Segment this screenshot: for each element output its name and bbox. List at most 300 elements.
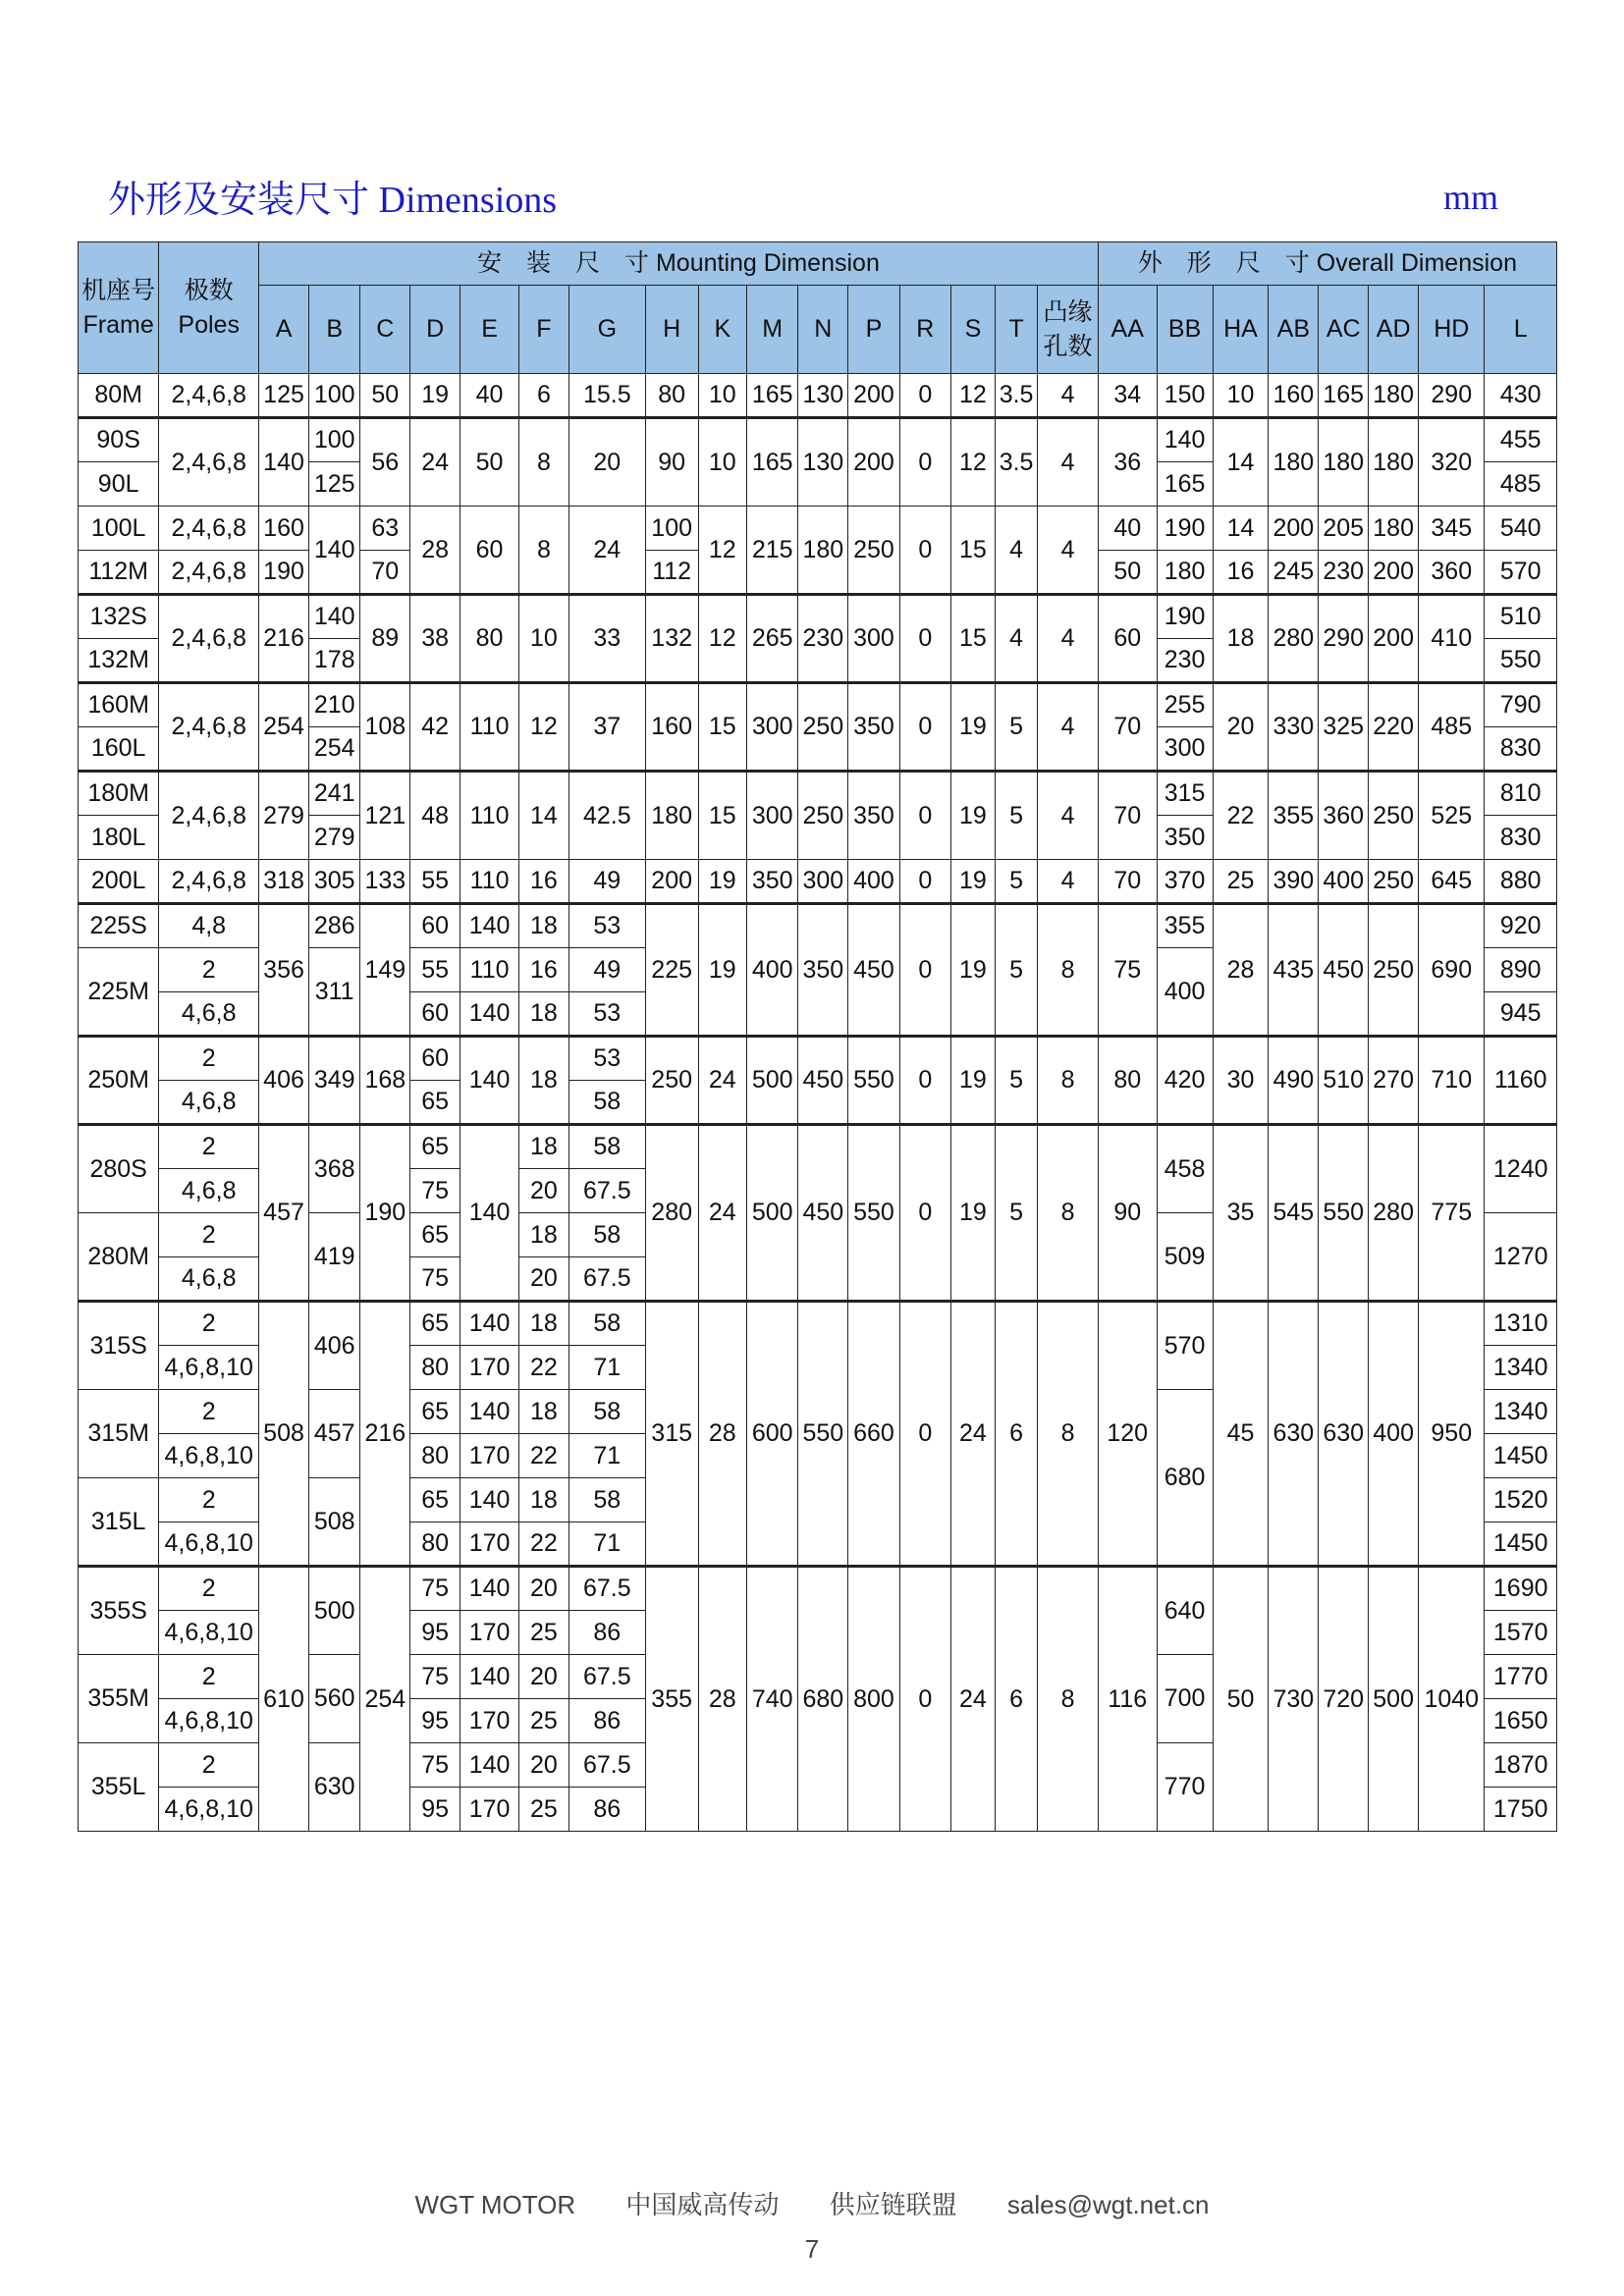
- table-row: [79, 1125, 1557, 1169]
- table-cell: 430: [1485, 374, 1557, 418]
- table-cell: 730: [1269, 1567, 1319, 1832]
- table-cell: 4,6,8,10: [159, 1522, 259, 1567]
- table-cell: 4,6,8,10: [159, 1434, 259, 1478]
- table-cell: 25: [519, 1699, 569, 1743]
- table-cell: 500: [1369, 1567, 1419, 1832]
- table-cell: 14: [519, 772, 569, 860]
- table-cell: 350: [798, 904, 848, 1037]
- table-cell: 550: [848, 1037, 899, 1125]
- table-cell: 2,4,6,8: [159, 507, 259, 551]
- table-cell: 16: [1213, 551, 1269, 595]
- table-cell: 15: [698, 683, 746, 772]
- frame-200l: 200L: [79, 860, 159, 904]
- table-cell: 80: [460, 595, 519, 683]
- table-cell: 500: [746, 1037, 797, 1125]
- header-row-1: [79, 242, 1557, 286]
- table-cell: 630: [1269, 1302, 1319, 1567]
- table-cell: 15: [698, 772, 746, 860]
- table-cell: 110: [460, 772, 519, 860]
- table-cell: 640: [1157, 1567, 1213, 1655]
- table-cell: 86: [568, 1611, 645, 1655]
- table-cell: 500: [746, 1125, 797, 1302]
- table-cell: 2,4,6,8: [159, 374, 259, 418]
- table-cell: 550: [1319, 1125, 1369, 1302]
- table-cell: 53: [568, 992, 645, 1037]
- table-cell: 40: [460, 374, 519, 418]
- table-cell: 250: [798, 683, 848, 772]
- table-cell: 455: [1485, 418, 1557, 462]
- table-cell: 810: [1485, 772, 1557, 816]
- table-cell: 250: [1369, 904, 1419, 1037]
- table-cell: 75: [410, 1257, 460, 1302]
- table-cell: 710: [1419, 1037, 1485, 1125]
- table-cell: 355: [1269, 772, 1319, 860]
- table-cell: 0: [899, 507, 950, 595]
- table-cell: 290: [1419, 374, 1485, 418]
- table-cell: 67.5: [568, 1567, 645, 1611]
- table-cell: 254: [360, 1567, 410, 1832]
- table-cell: 180: [1369, 374, 1419, 418]
- table-cell: 540: [1485, 507, 1557, 551]
- col-header-ad: AD: [1369, 286, 1419, 374]
- table-cell: 200: [1369, 595, 1419, 683]
- table-cell: 350: [1157, 816, 1213, 860]
- table-cell: 225: [645, 904, 698, 1037]
- table-cell: 315: [645, 1302, 698, 1567]
- table-cell: 318: [259, 860, 309, 904]
- table-cell: 121: [360, 772, 410, 860]
- table-cell: 457: [259, 1125, 309, 1302]
- table-cell: 775: [1419, 1125, 1485, 1302]
- table-cell: 1450: [1485, 1434, 1557, 1478]
- table-cell: 20: [519, 1257, 569, 1302]
- table-cell: 28: [698, 1567, 746, 1832]
- frame-355s: 355S: [79, 1567, 159, 1655]
- table-cell: 2: [159, 1743, 259, 1788]
- table-cell: 4,6,8: [159, 992, 259, 1037]
- table-cell: 180: [1319, 418, 1369, 507]
- table-cell: 325: [1319, 683, 1369, 772]
- table-cell: 116: [1098, 1567, 1157, 1832]
- table-cell: 75: [410, 1169, 460, 1213]
- table-cell: 12: [519, 683, 569, 772]
- table-cell: 14: [1213, 418, 1269, 507]
- table-cell: 570: [1157, 1302, 1213, 1390]
- table-cell: 19: [951, 772, 996, 860]
- table-cell: 49: [568, 860, 645, 904]
- frame-280s: 280S: [79, 1125, 159, 1213]
- table-cell: 140: [308, 507, 359, 595]
- frame-100l: 100L: [79, 507, 159, 551]
- table-cell: 80: [410, 1434, 460, 1478]
- table-cell: 360: [1319, 772, 1369, 860]
- table-cell: 95: [410, 1611, 460, 1655]
- table-cell: 19: [951, 860, 996, 904]
- table-cell: 8: [1038, 1037, 1099, 1125]
- table-cell: 50: [1098, 551, 1157, 595]
- table-cell: 18: [519, 1390, 569, 1434]
- table-cell: 65: [410, 1390, 460, 1434]
- footer-alliance: 供应链联盟: [829, 2190, 957, 2219]
- table-cell: 28: [410, 507, 460, 595]
- frame-90l: 90L: [79, 462, 159, 507]
- table-cell: 1770: [1485, 1655, 1557, 1699]
- table-cell: 680: [798, 1567, 848, 1832]
- table-cell: 100: [645, 507, 698, 551]
- table-cell: 1160: [1485, 1037, 1557, 1125]
- table-cell: 330: [1269, 683, 1319, 772]
- table-cell: 1450: [1485, 1522, 1557, 1567]
- table-cell: 3.5: [995, 374, 1037, 418]
- table-cell: 400: [746, 904, 797, 1037]
- col-header-ab: AB: [1269, 286, 1319, 374]
- table-cell: 508: [308, 1478, 359, 1567]
- table-cell: 349: [308, 1037, 359, 1125]
- table-cell: 60: [1098, 595, 1157, 683]
- table-cell: 19: [951, 904, 996, 1037]
- table-cell: 170: [460, 1434, 519, 1478]
- table-cell: 570: [1485, 551, 1557, 595]
- col-header-ac: AC: [1319, 286, 1369, 374]
- table-cell: 168: [360, 1037, 410, 1125]
- frame-90s: 90S: [79, 418, 159, 462]
- table-cell: 90: [1098, 1125, 1157, 1302]
- table-cell: 210: [308, 683, 359, 727]
- table-cell: 205: [1319, 507, 1369, 551]
- table-cell: 250: [798, 772, 848, 860]
- table-cell: 458: [1157, 1125, 1213, 1213]
- table-cell: 19: [951, 1125, 996, 1302]
- table-cell: 25: [1213, 860, 1269, 904]
- table-cell: 435: [1269, 904, 1319, 1037]
- table-cell: 15: [951, 507, 996, 595]
- table-cell: 24: [698, 1037, 746, 1125]
- table-cell: 19: [698, 860, 746, 904]
- table-cell: 80: [645, 374, 698, 418]
- table-cell: 160: [259, 507, 309, 551]
- table-cell: 165: [1319, 374, 1369, 418]
- table-cell: 200: [645, 860, 698, 904]
- table-cell: 8: [1038, 1567, 1099, 1832]
- table-row: [79, 1037, 1557, 1081]
- table-cell: 58: [568, 1213, 645, 1257]
- table-cell: 12: [951, 374, 996, 418]
- page-title: 外形及安装尺寸 Dimensions: [108, 180, 558, 221]
- table-cell: 19: [951, 1037, 996, 1125]
- table-cell: 370: [1157, 860, 1213, 904]
- table-cell: 110: [460, 948, 519, 992]
- table-cell: 170: [460, 1346, 519, 1390]
- table-cell: 265: [746, 595, 797, 683]
- table-cell: 140: [460, 992, 519, 1037]
- header-row-2: [79, 286, 1557, 374]
- table-cell: 1690: [1485, 1567, 1557, 1611]
- table-cell: 830: [1485, 727, 1557, 772]
- table-cell: 8: [1038, 1125, 1099, 1302]
- table-cell: 2,4,6,8: [159, 418, 259, 507]
- table-cell: 180: [1369, 418, 1419, 507]
- table-cell: 200: [1369, 551, 1419, 595]
- table-cell: 180: [1269, 418, 1319, 507]
- frame-132s: 132S: [79, 595, 159, 639]
- table-cell: 80: [410, 1346, 460, 1390]
- table-cell: 180: [1157, 551, 1213, 595]
- frame-180l: 180L: [79, 816, 159, 860]
- table-cell: 490: [1269, 1037, 1319, 1125]
- table-cell: 4: [1038, 374, 1099, 418]
- table-cell: 125: [308, 462, 359, 507]
- table-cell: 10: [519, 595, 569, 683]
- table-cell: 230: [1319, 551, 1369, 595]
- table-cell: 180: [1369, 507, 1419, 551]
- table-cell: 368: [308, 1125, 359, 1213]
- table-cell: 545: [1269, 1125, 1319, 1302]
- table-cell: 200: [848, 418, 899, 507]
- table-cell: 279: [259, 772, 309, 860]
- table-cell: 286: [308, 904, 359, 948]
- table-cell: 1040: [1419, 1567, 1485, 1832]
- col-header-aa: AA: [1098, 286, 1157, 374]
- table-cell: 4,6,8,10: [159, 1699, 259, 1743]
- table-cell: 160: [1269, 374, 1319, 418]
- table-cell: 65: [410, 1213, 460, 1257]
- table-cell: 1570: [1485, 1611, 1557, 1655]
- table-cell: 2: [159, 1390, 259, 1434]
- table-cell: 53: [568, 904, 645, 948]
- table-cell: 4: [995, 595, 1037, 683]
- table-cell: 2,4,6,8: [159, 551, 259, 595]
- table-cell: 140: [460, 1390, 519, 1434]
- table-cell: 67.5: [568, 1743, 645, 1788]
- table-cell: 2,4,6,8: [159, 595, 259, 683]
- table-row: [79, 507, 1557, 551]
- table-cell: 95: [410, 1788, 460, 1832]
- table-cell: 400: [1369, 1302, 1419, 1567]
- table-cell: 53: [568, 1037, 645, 1081]
- table-cell: 58: [568, 1478, 645, 1522]
- table-cell: 25: [519, 1788, 569, 1832]
- table-cell: 120: [1098, 1302, 1157, 1567]
- table-cell: 178: [308, 639, 359, 683]
- table-cell: 0: [899, 418, 950, 507]
- table-cell: 485: [1485, 462, 1557, 507]
- table-cell: 50: [1213, 1567, 1269, 1832]
- table-cell: 254: [259, 683, 309, 772]
- poles-header: [159, 242, 259, 374]
- frame-355m: 355M: [79, 1655, 159, 1743]
- frame-180m: 180M: [79, 772, 159, 816]
- table-cell: 4: [1038, 507, 1099, 595]
- frame-250m: 250M: [79, 1037, 159, 1125]
- table-cell: 18: [519, 1125, 569, 1169]
- table-cell: 65: [410, 1125, 460, 1169]
- footer: [0, 2185, 1624, 2221]
- table-cell: 75: [410, 1567, 460, 1611]
- table-cell: 149: [360, 904, 410, 1037]
- table-cell: 16: [519, 948, 569, 992]
- table-cell: 220: [1369, 683, 1419, 772]
- table-cell: 880: [1485, 860, 1557, 904]
- table-cell: 70: [360, 551, 410, 595]
- table-cell: 45: [1213, 1302, 1269, 1567]
- table-cell: 12: [951, 418, 996, 507]
- table-cell: 280: [645, 1125, 698, 1302]
- table-cell: 50: [460, 418, 519, 507]
- table-cell: 790: [1485, 683, 1557, 727]
- table-cell: 170: [460, 1611, 519, 1655]
- table-cell: 355: [1157, 904, 1213, 948]
- table-cell: 2: [159, 1125, 259, 1169]
- table-cell: 60: [460, 507, 519, 595]
- table-cell: 300: [848, 595, 899, 683]
- frame-132m: 132M: [79, 639, 159, 683]
- frame-160m: 160M: [79, 683, 159, 727]
- frame-160l: 160L: [79, 727, 159, 772]
- table-cell: 1650: [1485, 1699, 1557, 1743]
- table-cell: 450: [798, 1125, 848, 1302]
- table-cell: 8: [519, 507, 569, 595]
- table-cell: 550: [1485, 639, 1557, 683]
- table-cell: 5: [995, 1037, 1037, 1125]
- flange-holes-label: 凸缘: [1043, 298, 1093, 327]
- table-cell: 140: [460, 1037, 519, 1125]
- table-cell: 165: [746, 418, 797, 507]
- table-cell: 30: [1213, 1037, 1269, 1125]
- table-cell: 311: [308, 948, 359, 1037]
- table-cell: 410: [1419, 595, 1485, 683]
- table-cell: 0: [899, 683, 950, 772]
- table-cell: 89: [360, 595, 410, 683]
- table-cell: 1870: [1485, 1743, 1557, 1788]
- table-cell: 125: [259, 374, 309, 418]
- table-cell: 22: [519, 1346, 569, 1390]
- table-cell: 355: [645, 1567, 698, 1832]
- col-header-p: P: [848, 286, 899, 374]
- table-cell: 10: [1213, 374, 1269, 418]
- frame-225m: 225M: [79, 948, 159, 1037]
- table-cell: 4: [1038, 595, 1099, 683]
- table-cell: 48: [410, 772, 460, 860]
- table-cell: 22: [519, 1522, 569, 1567]
- overall-dimension-header: 外 形 尺 寸 Overall Dimension: [1098, 242, 1556, 286]
- table-cell: 190: [1157, 595, 1213, 639]
- table-cell: 945: [1485, 992, 1557, 1037]
- table-cell: 12: [698, 507, 746, 595]
- table-cell: 250: [1369, 860, 1419, 904]
- table-cell: 1340: [1485, 1390, 1557, 1434]
- table-cell: 4,6,8: [159, 1257, 259, 1302]
- table-cell: 216: [360, 1302, 410, 1567]
- table-cell: 150: [1157, 374, 1213, 418]
- table-cell: 71: [568, 1522, 645, 1567]
- table-cell: 60: [410, 904, 460, 948]
- table-cell: 255: [1157, 683, 1213, 727]
- table-cell: 5: [995, 772, 1037, 860]
- table-cell: 42: [410, 683, 460, 772]
- table-cell: 75: [410, 1655, 460, 1699]
- poles-header-cn: 极数: [184, 277, 234, 305]
- table-cell: 110: [460, 683, 519, 772]
- table-cell: 680: [1157, 1390, 1213, 1567]
- table-cell: 24: [410, 418, 460, 507]
- table-cell: 19: [410, 374, 460, 418]
- table-cell: 65: [410, 1302, 460, 1346]
- table-cell: 420: [1157, 1037, 1213, 1125]
- table-cell: 2: [159, 1655, 259, 1699]
- col-header-f: F: [519, 286, 569, 374]
- table-cell: 525: [1419, 772, 1485, 860]
- table-cell: 610: [259, 1567, 309, 1832]
- table-cell: 320: [1419, 418, 1485, 507]
- table-cell: 345: [1419, 507, 1485, 551]
- page-number: 7: [804, 2234, 820, 2264]
- table-cell: 660: [848, 1302, 899, 1567]
- table-cell: 0: [899, 374, 950, 418]
- table-cell: 22: [1213, 772, 1269, 860]
- table-cell: 140: [259, 418, 309, 507]
- table-cell: 4,8: [159, 904, 259, 948]
- table-row: [79, 374, 1557, 418]
- unit-label: mm: [1443, 178, 1499, 217]
- table-cell: 300: [746, 772, 797, 860]
- table-cell: 34: [1098, 374, 1157, 418]
- footer-brand: WGT MOTOR: [414, 2190, 576, 2219]
- table-cell: 2: [159, 948, 259, 992]
- table-cell: 250: [848, 507, 899, 595]
- table-cell: 100: [308, 374, 359, 418]
- col-header-ha: HA: [1213, 286, 1269, 374]
- table-cell: 49: [568, 948, 645, 992]
- table-cell: 55: [410, 860, 460, 904]
- table-cell: 6: [995, 1302, 1037, 1567]
- table-cell: 645: [1419, 860, 1485, 904]
- table-cell: 1270: [1485, 1213, 1557, 1302]
- table-cell: 350: [848, 772, 899, 860]
- table-cell: 35: [1213, 1125, 1269, 1302]
- table-cell: 24: [951, 1302, 996, 1567]
- table-cell: 216: [259, 595, 309, 683]
- table-cell: 140: [460, 904, 519, 948]
- table-cell: 230: [1157, 639, 1213, 683]
- table-cell: 140: [460, 1302, 519, 1346]
- footer-company: 中国威高传动: [625, 2190, 780, 2219]
- table-cell: 108: [360, 683, 410, 772]
- table-cell: 37: [568, 683, 645, 772]
- col-header-l: L: [1485, 286, 1557, 374]
- table-cell: 75: [1098, 904, 1157, 1037]
- table-row: [79, 860, 1557, 904]
- table-cell: 130: [798, 418, 848, 507]
- table-cell: 250: [1369, 772, 1419, 860]
- frame-80m: 80M: [79, 374, 159, 418]
- table-cell: 8: [1038, 904, 1099, 1037]
- table-cell: 245: [1269, 551, 1319, 595]
- table-cell: 254: [308, 727, 359, 772]
- table-cell: 770: [1157, 1743, 1213, 1832]
- table-cell: 279: [308, 816, 359, 860]
- table-cell: 241: [308, 772, 359, 816]
- table-cell: 14: [1213, 507, 1269, 551]
- table-cell: 18: [519, 1478, 569, 1522]
- table-cell: 0: [899, 1302, 950, 1567]
- table-cell: 28: [1213, 904, 1269, 1037]
- table-cell: 690: [1419, 904, 1485, 1037]
- table-cell: 60: [410, 992, 460, 1037]
- table-cell: 15: [951, 595, 996, 683]
- table-cell: 170: [460, 1788, 519, 1832]
- table-cell: 65: [410, 1081, 460, 1125]
- table-cell: 50: [360, 374, 410, 418]
